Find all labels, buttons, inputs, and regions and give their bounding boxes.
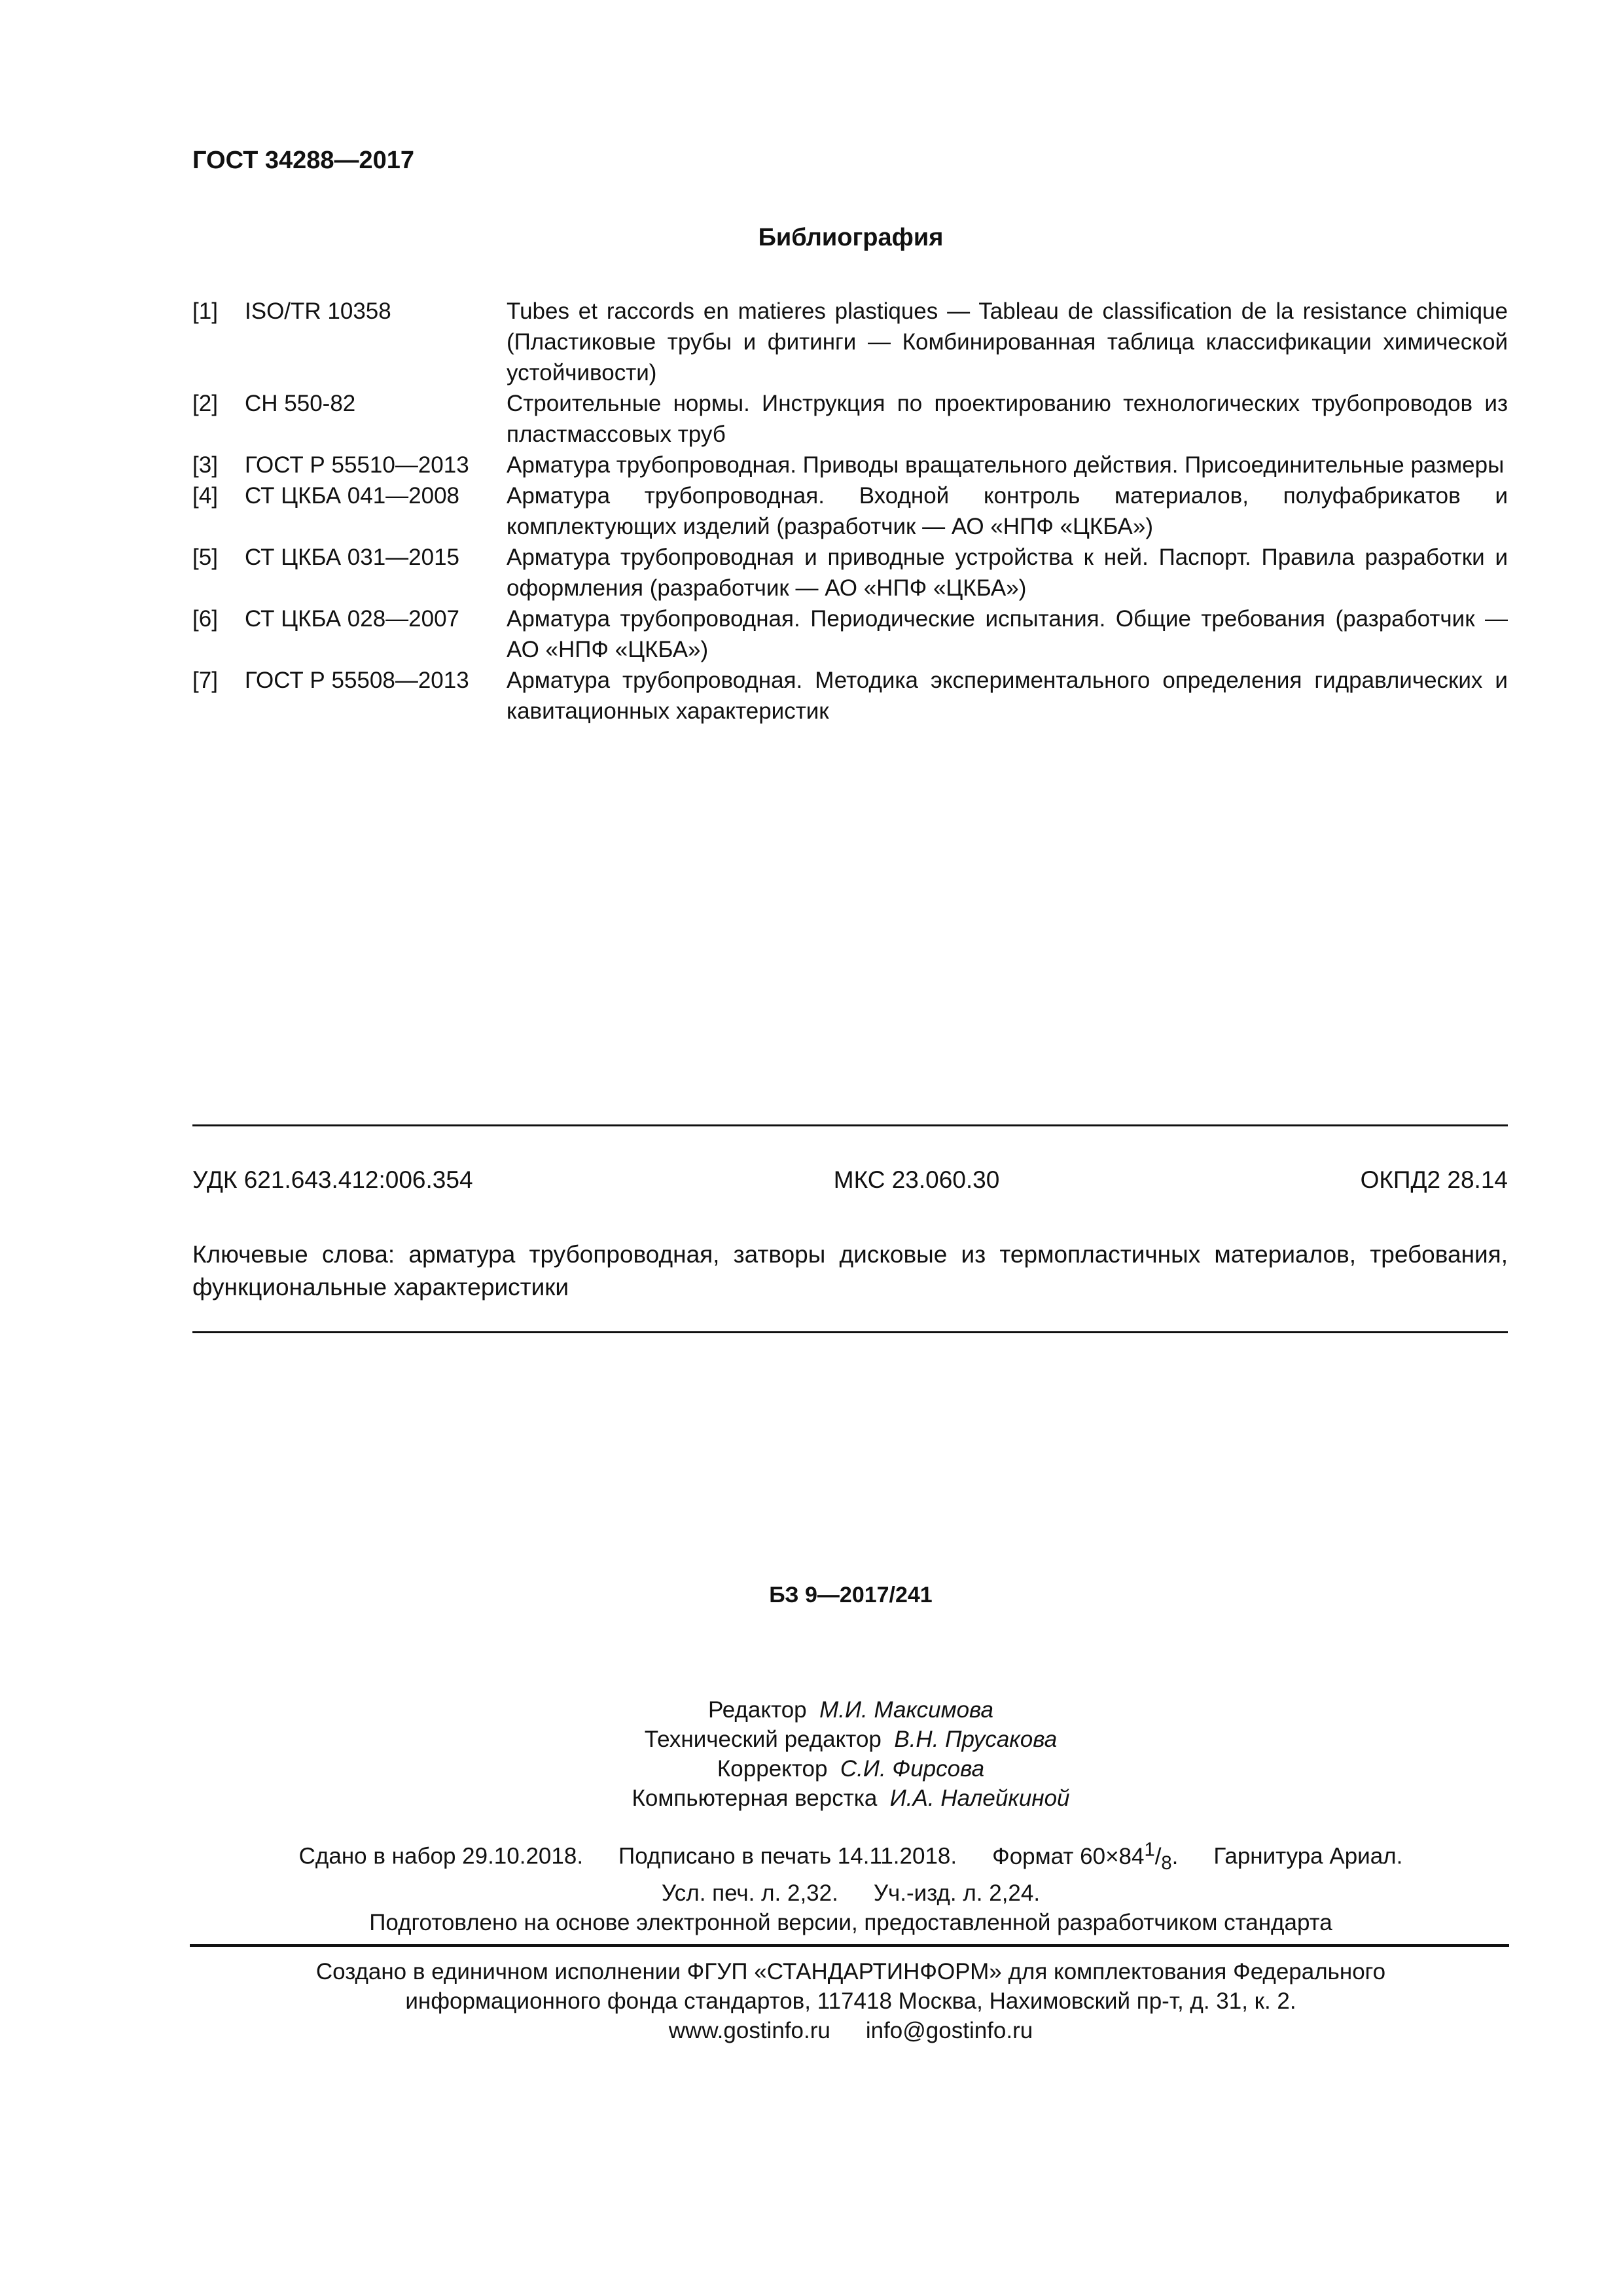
bibliography-code: СТ ЦКБА 031—2015 [245,545,460,570]
submitted-date: Сдано в набор 29.10.2018. [298,1843,584,1869]
paper-format: Формат $60\times 84^1/_8$. [992,1839,1179,1874]
udk-code: УДК 621.643.412:006.354 [192,1166,473,1193]
staff-name: В.Н. Прусакова [894,1727,1058,1752]
staff-line [0,1695,1623,1725]
email-link[interactable]: info@gostinfo.ru [865,2018,1033,2043]
bibliography-number: [1] [192,298,218,324]
classification-line [192,1166,1508,1194]
bibliography-number: [4] [192,483,218,509]
staff-role: Редактор [707,1697,807,1723]
divider-top [192,1124,1508,1126]
staff-name: М.И. Максимова [819,1697,994,1723]
signed-date: Подписано в печать 14.11.2018. [618,1843,957,1869]
footer-block [0,1957,1623,2045]
mks-code: МКС 23.060.30 [833,1166,1000,1193]
bibliography-number: [3] [192,452,218,478]
bibliography-item [192,450,1508,480]
staff-role: Технический редактор [644,1727,882,1752]
publication-line-1 [0,1835,1623,1878]
bibliography-number: [7] [192,668,218,693]
typeface: Гарнитура Ариал. [1213,1843,1403,1869]
okpd-code: ОКПД2 28.14 [1360,1166,1508,1193]
bibliography-code: ISO/TR 10358 [245,298,391,324]
bibliography-code: СН 550-82 [245,391,356,416]
bibliography-item [192,665,1508,726]
staff-list [0,1695,1623,1813]
bibliography-title: Библиография [758,224,944,251]
staff-name: С.И. Фирсова [840,1756,985,1782]
footer-divider [190,1944,1509,1947]
bibliography-code: ГОСТ Р 55510—2013 [245,452,469,478]
bibliography-number: [6] [192,606,218,632]
website-link[interactable]: www.gostinfo.ru [668,2018,830,2043]
staff-role: Компьютерная верстка [632,1785,878,1811]
bibliography-text: Tubes et raccords en matieres plastiques — Tableau de classification de la resistance chimique (Пластиковые трубы и фитинги — Комбинированная таблица классификации химической устойчивости) [507,298,1508,386]
document-code: ГОСТ 34288—2017 [192,147,415,174]
bibliography-item [192,603,1508,665]
divider-bottom [192,1331,1508,1333]
bz-number: БЗ 9—2017/241 [769,1583,933,1607]
bibliography-item [192,480,1508,542]
staff-line [0,1754,1623,1784]
bibliography-number: [2] [192,391,218,416]
bibliography-number: [5] [192,545,218,570]
footer-contacts [0,2016,1623,2045]
bibliography-item [192,296,1508,388]
publication-info [0,1835,1623,1937]
staff-line [0,1725,1623,1754]
bibliography-text: Строительные нормы. Инструкция по проектированию технологических трубопроводов из пластмассовых труб [507,391,1508,447]
bibliography-text: Арматура трубопроводная. Периодические испытания. Общие требования (разработчик — АО «НПФ «ЦКБА») [507,606,1508,662]
staff-role: Корректор [717,1756,828,1782]
print-sheets: Усл. печ. л. 2,32. [661,1880,838,1906]
bibliography-item [192,542,1508,603]
bibliography-item [192,388,1508,450]
bibliography-code: СТ ЦКБА 041—2008 [245,483,460,509]
footer-line-1: Создано в единичном исполнении ФГУП «СТАНДАРТИНФОРМ» для комплектования Федерального [315,1959,1386,1984]
bibliography-text: Арматура трубопроводная. Методика экспериментального определения гидравлических и кавитационных характеристик [507,668,1508,724]
prepared-note: Подготовлено на основе электронной версии, предоставленной разработчиком стандарта [369,1909,1332,1935]
bibliography-list [192,296,1508,726]
bibliography-text: Арматура трубопроводная и приводные устройства к ней. Паспорт. Правила разработки и оформления (разработчик — АО «НПФ «ЦКБА») [507,545,1508,601]
keywords-text: Ключевые слова: арматура трубопроводная, затворы дисковые из термопластичных материалов, требования, функциональные характеристики [192,1241,1508,1300]
staff-name: И.А. Налейкиной [889,1785,1070,1811]
footer-line-2: информационного фонда стандартов, 117418 Москва, Нахимовский пр-т, д. 31, к. 2. [405,1988,1296,2014]
bibliography-text: Арматура трубопроводная. Приводы вращательного действия. Присоединительные размеры [507,452,1505,478]
bibliography-code: СТ ЦКБА 028—2007 [245,606,460,632]
bibliography-code: ГОСТ Р 55508—2013 [245,668,469,693]
bibliography-text: Арматура трубопроводная. Входной контроль материалов, полуфабрикатов и комплектующих изделий (разработчик — АО «НПФ «ЦКБА») [507,483,1508,539]
publisher-sheets: Уч.-изд. л. 2,24. [873,1880,1041,1906]
publication-line-2 [0,1878,1623,1908]
staff-line [0,1784,1623,1813]
